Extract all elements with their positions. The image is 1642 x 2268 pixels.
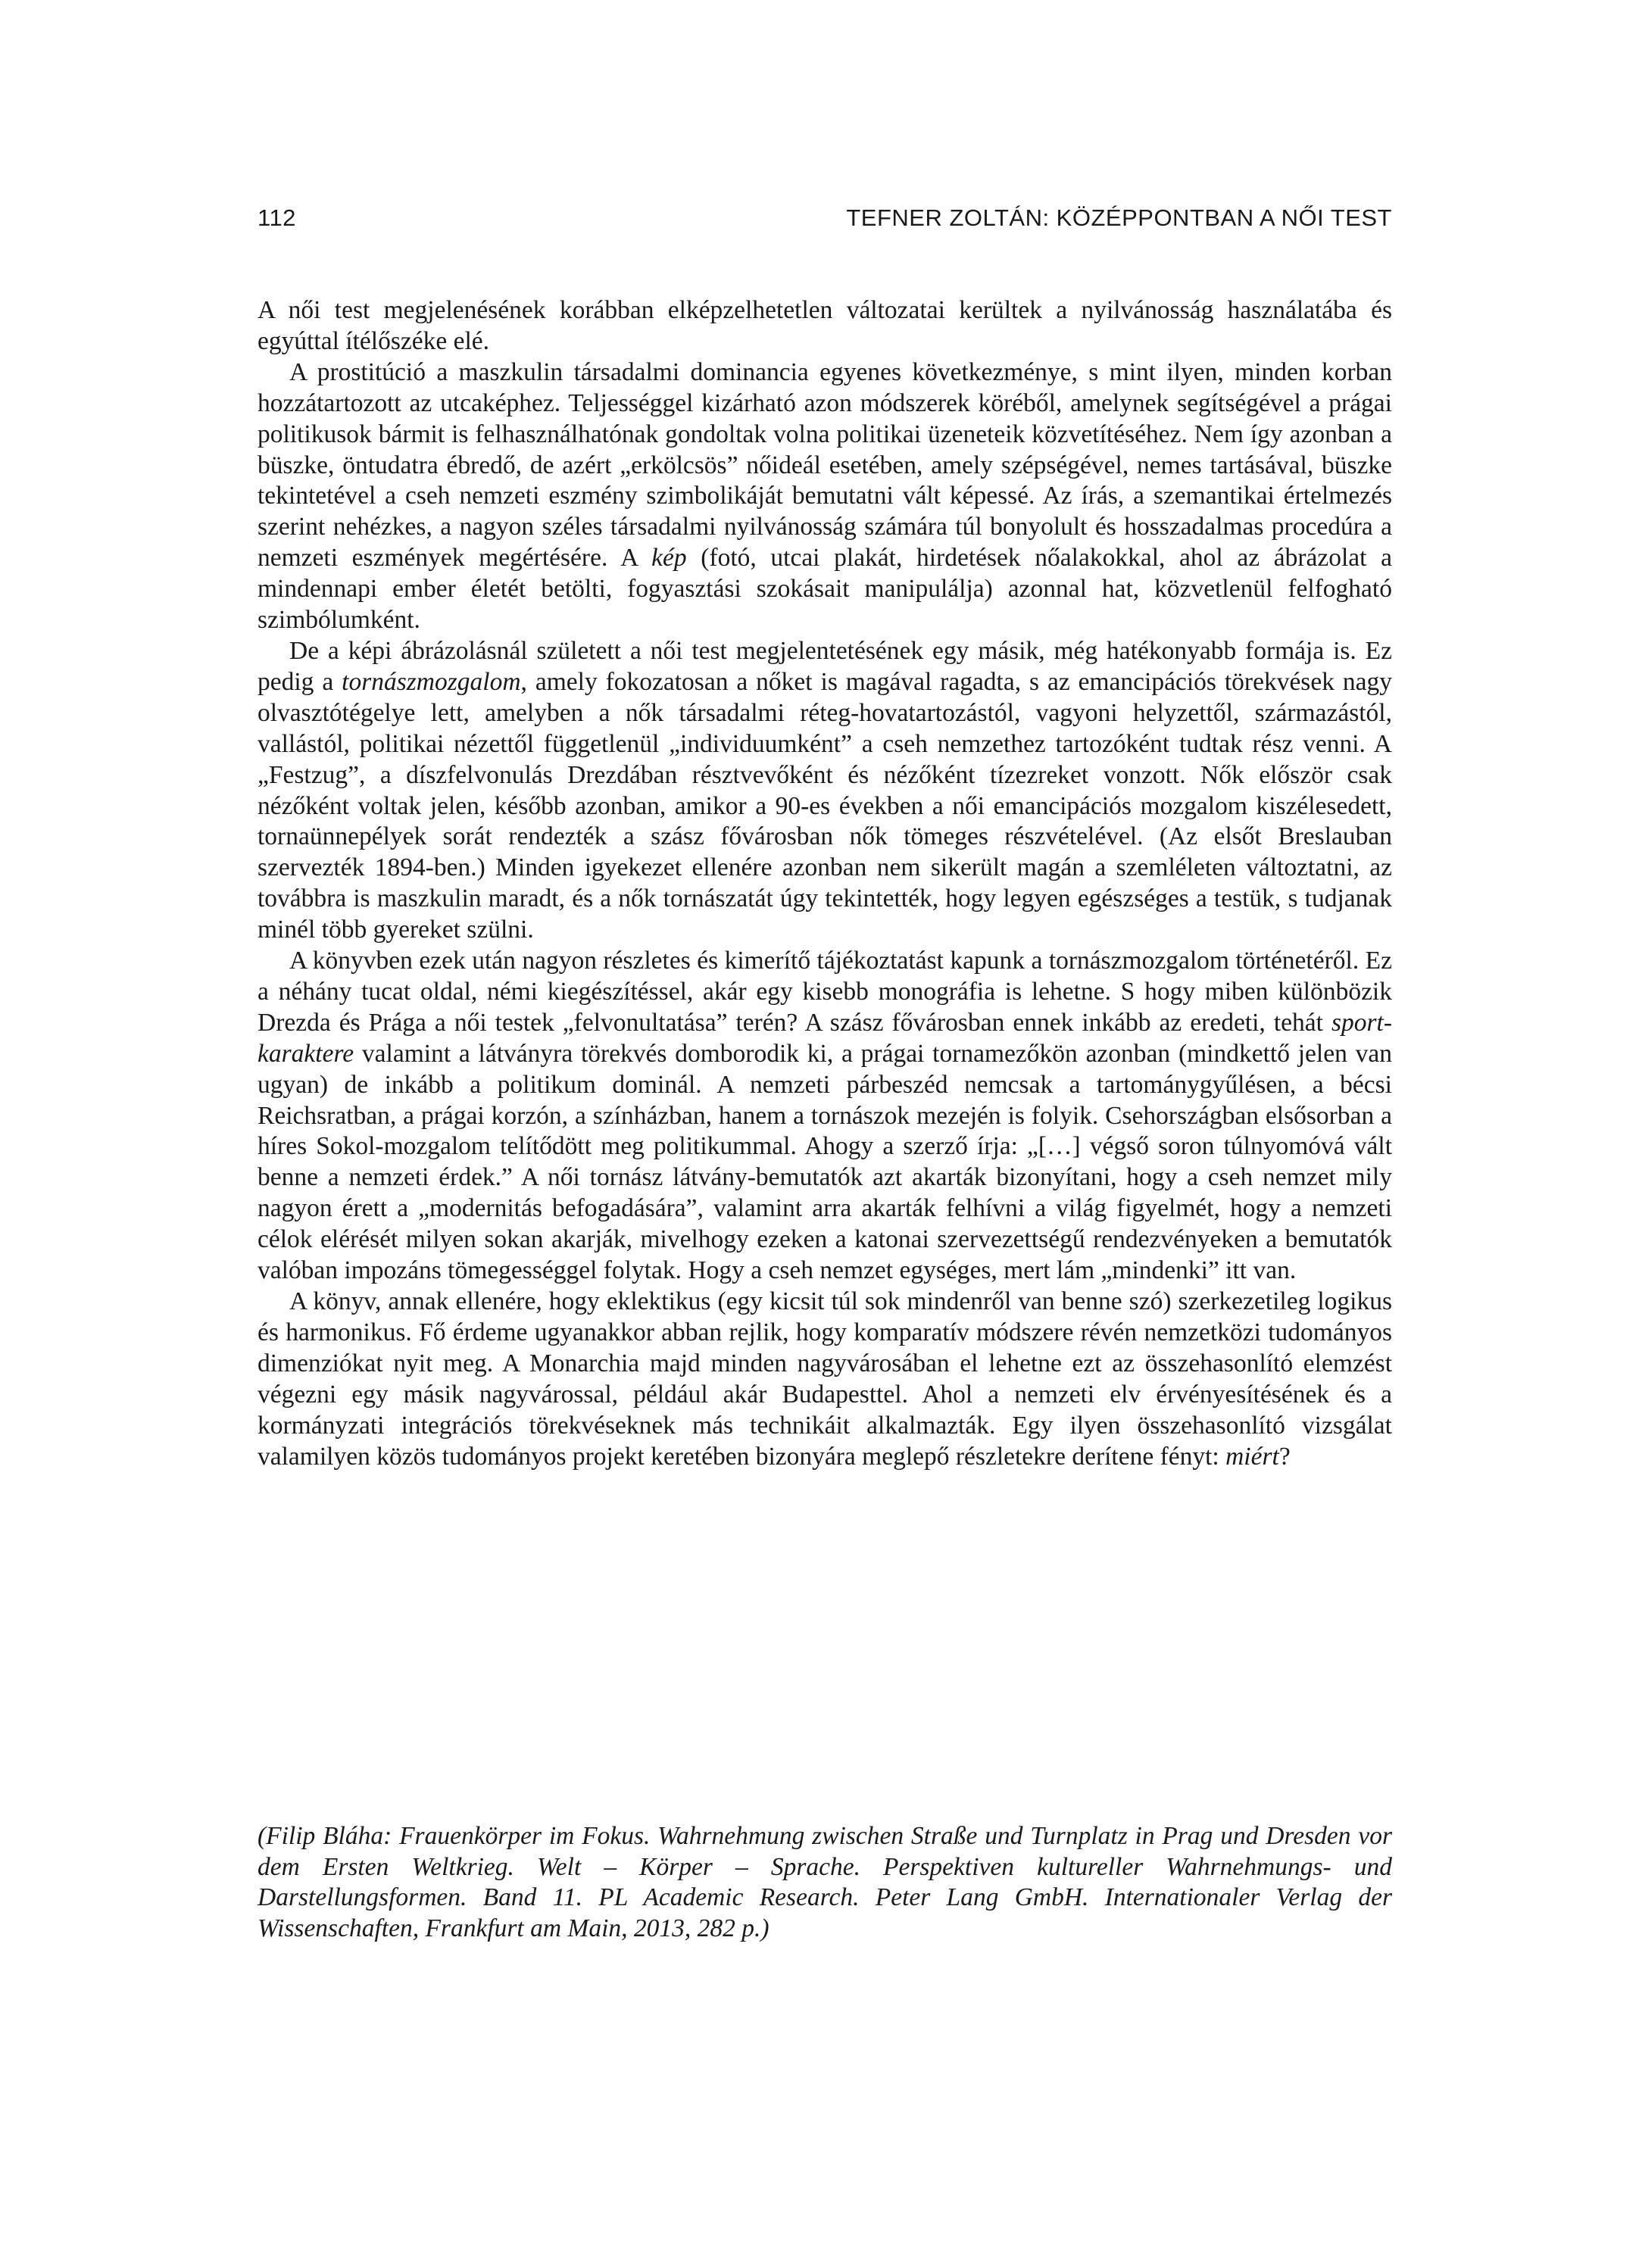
paragraph xyxy=(258,946,1392,1287)
paragraph-text: , amely fokozatosan a nőket is magával ragadta, s az emancipációs törekvések nagy olvasztótégelye lett, amelyben a nők társadalmi réteg-hovatartozástól, vagyoni helyzettől, származástól, vallástól, politikai nézettől függetlenül „individuumként” a cseh nemzethez tartozóként tudtak rész venni. A „Festzug”, a díszfelvonulás Drezdában résztvevőként és nézőként tízezreket vonzott. Nők először csak nézőként voltak jelen, később azonban, amikor a 90-es években a női emancipációs mozgalom kiszélesedett, tornaünnepélyek sorát rendezték a szász fővárosban nők tömeges részvételével. (Az elsőt Breslauban szervezték 1894-ben.) Minden igyekezet ellenére azonban nem sikerült magán a szemléleten változtatni, az továbbra is maszkulin maradt, és a nők tornászatát úgy tekintették, hogy legyen egészséges a testük, s tudjanak minél több gyereket szülni. xyxy=(258,667,1392,944)
emphasis-text: sport-karaktere xyxy=(258,1008,1392,1068)
paragraph-text: ? xyxy=(1278,1442,1291,1471)
paragraph xyxy=(258,357,1392,636)
paragraph xyxy=(258,636,1392,946)
paragraph xyxy=(258,295,1392,357)
paragraph-text: A könyv, annak ellenére, hogy eklektikus (egy kicsit túl sok mindenről van benne szó) szerkezetileg logikus és harmonikus. Fő érdeme ugyanakkor abban rejlik, hogy komparatív módszere révén nemzetközi tudományos dimenziókat nyit meg. A Monarchia majd minden nagyvárosában el lehetne ezt az összehasonlító elemzést végezni egy másik nagyvárossal, például akár Budapesttel. Ahol a nemzeti elv érvényesítésének és a kormányzati integrációs törekvéseknek más technikáit alkalmazták. Egy ilyen összehasonlító vizsgálat valamilyen közös tudományos projekt keretében bizonyára meglepő részletekre derítene fényt: xyxy=(258,1287,1392,1471)
paragraph-text: De a képi ábrázolásnál született a női test megjelentetésének egy másik, még hatékonyabb formája is. Ez pedig a xyxy=(258,636,1392,696)
article-body xyxy=(258,295,1392,1472)
document-page xyxy=(258,0,1392,2268)
paragraph-text: A könyvben ezek után nagyon részletes és kimerítő tájékoztatást kapunk a tornászmozgalom történetéről. Ez a néhány tucat oldal, némi kiegészítéssel, akár egy kisebb monográfia is lehetne. S hogy miben különbözik Drezda és Prága a női testek „felvonultatása” terén? A szász fővárosban ennek inkább az eredeti, tehát xyxy=(258,947,1392,1037)
running-header xyxy=(258,204,1392,235)
citation-text: (Filip Bláha: Frauenkörper im Fokus. Wahrnehmung zwischen Straße und Turnplatz in Prag und Dresden vor dem Ersten Weltkrieg. Welt – Körper – Sprache. Perspektiven kultureller Wahrnehmungs- und Darstellungsformen. Band 11. PL Academic Research. Peter Lang GmbH. Internationaler Verlag der Wissenschaften, Frankfurt am Main, 2013, 282 p.) xyxy=(258,1822,1392,1942)
paragraph-text: valamint a látványra törekvés domborodik ki, a prágai tornamezőkön azonban (mindkettő jelen van ugyan) de inkább a politikum dominál. A nemzeti párbeszéd nemcsak a tartománygyűlésen, a bécsi Reichsratban, a prágai korzón, a színházban, hanem a tornászok mezején is folyik. Csehországban elsősorban a híres Sokol-mozgalom telítődött meg politikummal. Ahogy a szerző írja: „[…] végső soron túlnyomóvá vált benne a nemzeti érdek.” A női tornász látvány-bemutatók azt akarták bizonyítani, hogy a cseh nemzet mily nagyon érett a „modernitás befogadására”, valamint arra akarták felhívni a világ figyelmét, hogy a nemzeti célok elérését milyen sokan akarják, mivelhogy ezeken a katonai szervezettségű rendezvényeken a bemutatók valóban impozáns tömegességgel folytak. Hogy a cseh nemzet egységes, mert lám „mindenki” itt van. xyxy=(258,1039,1392,1285)
running-title: TEFNER ZOLTÁN: KÖZÉPPONTBAN A NŐI TEST xyxy=(846,204,1392,231)
paragraph xyxy=(258,1287,1392,1472)
bibliographic-citation xyxy=(258,1821,1392,1944)
paragraph-text: (fotó, utcai plakát, hirdetések nőalakokkal, ahol az ábrázolat a mindennapi ember életét betölti, fogyasztási szokásait manipulálja) azonnal hat, közvetlenül felfogható szimbólumként. xyxy=(258,544,1392,635)
page-number: 112 xyxy=(258,204,296,231)
emphasis-text: tornászmozgalom xyxy=(342,667,521,696)
emphasis-text: miért xyxy=(1225,1442,1279,1471)
emphasis-text: kép xyxy=(651,544,687,572)
paragraph-text: A női test megjelenésének korábban elképzelhetetlen változatai kerültek a nyilvánosság használatába és egyúttal ítélőszéke elé. xyxy=(258,296,1392,355)
paragraph-text: A prostitúció a maszkulin társadalmi dominancia egyenes következménye, s mint ilyen, minden korban hozzátartozott az utcaképhez. Teljességgel kizárható azon módszerek köréből, amelynek segítségével a prágai politikusok bármit is felhasználhatónak gondoltak volna politikai üzeneteik közvetítéséhez. Nem így azonban a büszke, öntudatra ébredő, de azért „erkölcsös” nőideál esetében, amely szépségével, nemes tartásával, büszke tekintetével a cseh nemzeti eszmény szimbolikáját bemutatni vált képessé. Az írás, a szemantikai értelmezés szerint nehézkes, a nagyon széles társadalmi nyilvánosság számára túl bonyolult és hosszadalmas procedúra a nemzeti eszmények megértésére. A xyxy=(258,357,1392,572)
